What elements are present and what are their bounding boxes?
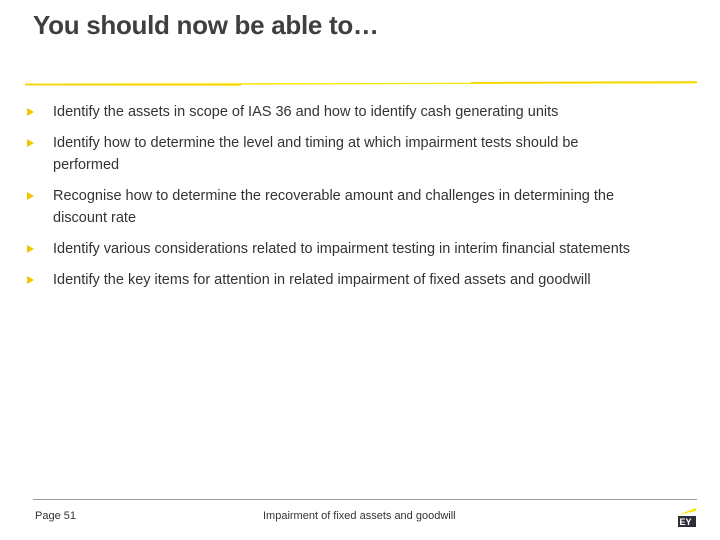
- bullet-arrow-icon: [27, 276, 34, 284]
- list-item-text: Identify the key items for attention in related impairment of fixed assets and goodwill: [53, 272, 591, 288]
- slide-title: You should now be able to…: [33, 10, 379, 40]
- footer-divider: [33, 499, 697, 500]
- bullet-arrow-icon: [27, 108, 34, 116]
- ey-logo-icon: [674, 504, 698, 528]
- bullet-arrow-icon: [27, 139, 34, 147]
- list-item: [27, 185, 647, 229]
- list-item-text: Identify the assets in scope of IAS 36 and how to identify cash generating units: [53, 104, 559, 120]
- list-item: [27, 238, 647, 260]
- bullet-arrow-icon: [27, 192, 34, 200]
- list-item: [27, 269, 647, 291]
- page-number: Page 51: [35, 510, 76, 522]
- logo-text: EY: [679, 517, 692, 527]
- learning-objectives-list: [27, 101, 647, 300]
- list-item: [27, 101, 647, 123]
- bullet-arrow-icon: [27, 245, 34, 253]
- list-item-text: Identify how to determine the level and timing at which impairment tests should be performed: [53, 135, 579, 173]
- list-item-text: Identify various considerations related to impairment testing in interim financial statements: [53, 241, 631, 257]
- list-item-text: Recognise how to determine the recoverable amount and challenges in determining the discount rate: [53, 188, 615, 226]
- yellow-divider: [25, 80, 697, 86]
- footer-title: Impairment of fixed assets and goodwill: [263, 510, 456, 522]
- list-item: [27, 132, 647, 176]
